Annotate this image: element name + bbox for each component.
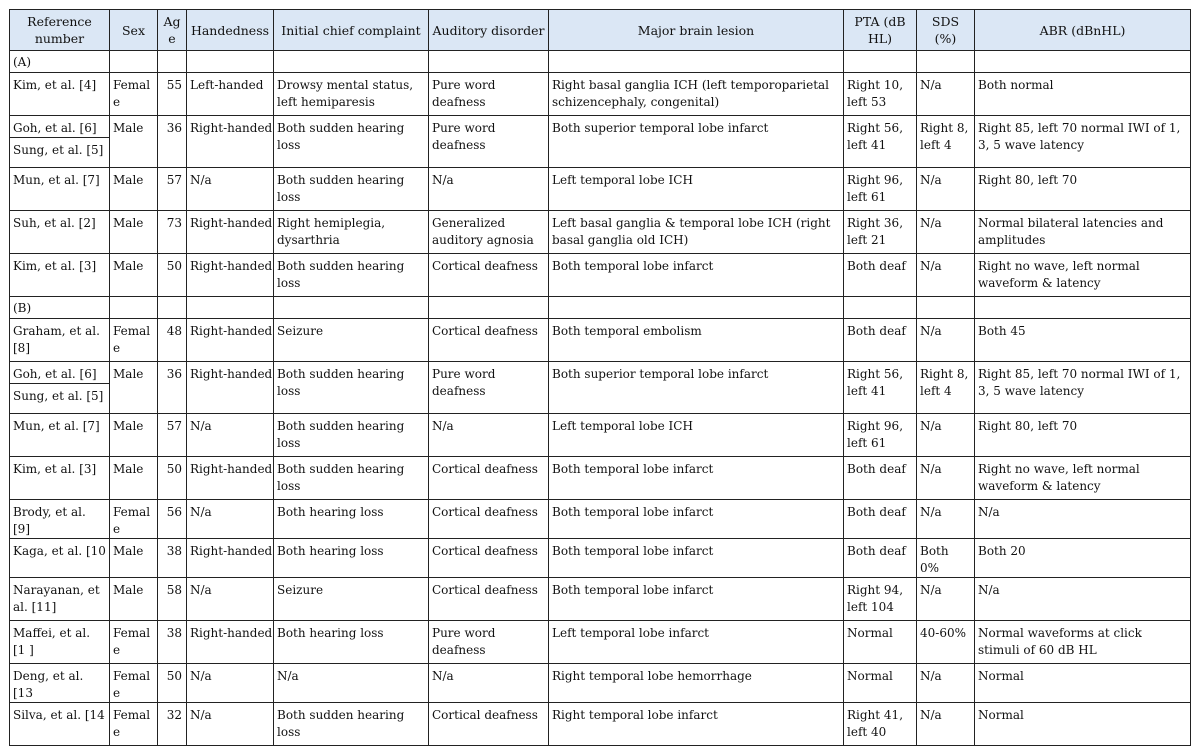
auditory-disorder-cell: Cortical deafness [429, 500, 549, 539]
section-empty-cell [549, 51, 844, 73]
complaint-cell: Both hearing loss [274, 539, 429, 578]
handedness-cell: Right-handed [187, 254, 274, 297]
sds-cell: N/a [917, 457, 975, 500]
pta-cell: Right 96, left 61 [844, 414, 917, 457]
section-empty-cell [158, 51, 187, 73]
auditory-disorder-cell: Generalized auditory agnosia [429, 211, 549, 254]
handedness-cell: Right-handed [187, 539, 274, 578]
table-row [10, 500, 1191, 539]
sex-cell: Female [110, 73, 158, 116]
complaint-cell: Both sudden hearing loss [274, 254, 429, 297]
abr-cell: Right 80, left 70 [975, 414, 1191, 457]
reference-cell: Kim, et al. [4] [10, 73, 110, 116]
pta-cell: Both deaf [844, 457, 917, 500]
age-cell: 56 [158, 500, 187, 539]
sex-cell: Male [110, 168, 158, 211]
table-row [10, 254, 1191, 297]
age-cell: 50 [158, 457, 187, 500]
abr-cell: Both normal [975, 73, 1191, 116]
sds-cell: N/a [917, 319, 975, 362]
handedness-cell: N/a [187, 500, 274, 539]
table-body [10, 51, 1191, 746]
abr-cell: Normal waveforms at click stimuli of 60 dB HL [975, 621, 1191, 664]
lesion-cell: Both temporal lobe infarct [549, 539, 844, 578]
handedness-cell: Right-handed [187, 211, 274, 254]
header-age: Age [158, 10, 187, 51]
sex-cell: Male [110, 254, 158, 297]
case-comparison-table [9, 9, 1191, 746]
auditory-disorder-cell: Pure word deafness [429, 116, 549, 168]
section-empty-cell [274, 51, 429, 73]
sds-cell: N/a [917, 73, 975, 116]
table-row [10, 621, 1191, 664]
header-initial-chief-complaint: Initial chief complaint [274, 10, 429, 51]
abr-cell: Normal [975, 664, 1191, 703]
complaint-cell: Seizure [274, 578, 429, 621]
header-handedness: Handedness [187, 10, 274, 51]
header-reference-number: Reference number [10, 10, 110, 51]
section-empty-cell [187, 297, 274, 319]
age-cell: 36 [158, 362, 187, 414]
complaint-cell: Both hearing loss [274, 500, 429, 539]
section-row [10, 51, 1191, 73]
header-auditory-disorder: Auditory disorder [429, 10, 549, 51]
section-empty-cell [429, 297, 549, 319]
sds-cell: Right 8, left 4 [917, 362, 975, 414]
section-empty-cell [917, 297, 975, 319]
sex-cell: Female [110, 703, 158, 746]
age-cell: 38 [158, 621, 187, 664]
lesion-cell: Both temporal embolism [549, 319, 844, 362]
sds-cell: N/a [917, 168, 975, 211]
abr-cell: N/a [975, 578, 1191, 621]
lesion-cell: Right temporal lobe infarct [549, 703, 844, 746]
abr-cell: Normal bilateral latencies and amplitudes [975, 211, 1191, 254]
handedness-cell: N/a [187, 414, 274, 457]
section-empty-cell [110, 297, 158, 319]
handedness-cell: Left-handed [187, 73, 274, 116]
reference-cell: Maffei, et al. [1 ] [10, 621, 110, 664]
lesion-cell: Left basal ganglia & temporal lobe ICH (right basal ganglia old ICH) [549, 211, 844, 254]
complaint-cell: Both sudden hearing loss [274, 703, 429, 746]
sex-cell: Male [110, 414, 158, 457]
table-row [10, 168, 1191, 211]
pta-cell: Both deaf [844, 319, 917, 362]
handedness-cell: Right-handed [187, 362, 274, 414]
pta-cell: Normal [844, 664, 917, 703]
auditory-disorder-cell: N/a [429, 664, 549, 703]
lesion-cell: Left temporal lobe ICH [549, 168, 844, 211]
abr-cell: Both 20 [975, 539, 1191, 578]
lesion-cell: Both temporal lobe infarct [549, 578, 844, 621]
section-label: (A) [10, 51, 110, 73]
sex-cell: Male [110, 457, 158, 500]
handedness-cell: Right-handed [187, 457, 274, 500]
table-row [10, 319, 1191, 362]
sds-cell: Right 8, left 4 [917, 116, 975, 168]
age-cell: 50 [158, 254, 187, 297]
header-row [10, 10, 1191, 51]
section-empty-cell [975, 297, 1191, 319]
sds-cell: N/a [917, 578, 975, 621]
age-cell: 38 [158, 539, 187, 578]
age-cell: 50 [158, 664, 187, 703]
sds-cell: N/a [917, 500, 975, 539]
age-cell: 57 [158, 414, 187, 457]
complaint-cell: Both sudden hearing loss [274, 168, 429, 211]
sds-cell: N/a [917, 211, 975, 254]
reference-cell: Mun, et al. [7] [10, 168, 110, 211]
auditory-disorder-cell: Cortical deafness [429, 539, 549, 578]
section-row [10, 297, 1191, 319]
pta-cell: Both deaf [844, 539, 917, 578]
sex-cell: Male [110, 211, 158, 254]
sex-cell: Male [110, 539, 158, 578]
abr-cell: Right 85, left 70 normal IWI of 1, 3, 5 wave latency [975, 116, 1191, 168]
table-row [10, 116, 1191, 138]
lesion-cell: Both temporal lobe infarct [549, 457, 844, 500]
auditory-disorder-cell: N/a [429, 414, 549, 457]
header-sex: Sex [110, 10, 158, 51]
lesion-cell: Right basal ganglia ICH (left temporoparietal schizencephaly, congenital) [549, 73, 844, 116]
complaint-cell: Both sudden hearing loss [274, 414, 429, 457]
section-empty-cell [844, 51, 917, 73]
reference-cell: Narayanan, et al. [11] [10, 578, 110, 621]
section-empty-cell [975, 51, 1191, 73]
sex-cell: Female [110, 319, 158, 362]
auditory-disorder-cell: Cortical deafness [429, 319, 549, 362]
auditory-disorder-cell: Cortical deafness [429, 254, 549, 297]
reference-cell: Kim, et al. [3] [10, 457, 110, 500]
lesion-cell: Right temporal lobe hemorrhage [549, 664, 844, 703]
abr-cell: Right no wave, left normal waveform & latency [975, 457, 1191, 500]
pta-cell: Normal [844, 621, 917, 664]
abr-cell: Normal [975, 703, 1191, 746]
sex-cell: Male [110, 116, 158, 168]
handedness-cell: Right-handed [187, 319, 274, 362]
sds-cell: N/a [917, 254, 975, 297]
section-empty-cell [917, 51, 975, 73]
section-label: (B) [10, 297, 110, 319]
complaint-cell: Seizure [274, 319, 429, 362]
sds-cell: N/a [917, 703, 975, 746]
auditory-disorder-cell: Cortical deafness [429, 457, 549, 500]
complaint-cell: Right hemiplegia, dysarthria [274, 211, 429, 254]
pta-cell: Right 56, left 41 [844, 116, 917, 168]
age-cell: 32 [158, 703, 187, 746]
abr-cell: Both 45 [975, 319, 1191, 362]
section-empty-cell [844, 297, 917, 319]
abr-cell: N/a [975, 500, 1191, 539]
handedness-cell: N/a [187, 664, 274, 703]
sex-cell: Male [110, 578, 158, 621]
auditory-disorder-cell: Cortical deafness [429, 578, 549, 621]
handedness-cell: N/a [187, 578, 274, 621]
age-cell: 73 [158, 211, 187, 254]
sds-cell: N/a [917, 664, 975, 703]
complaint-cell: Both hearing loss [274, 621, 429, 664]
handedness-cell: Right-handed [187, 116, 274, 168]
complaint-cell: Both sudden hearing loss [274, 362, 429, 414]
table-row [10, 362, 1191, 384]
pta-cell: Right 41, left 40 [844, 703, 917, 746]
table-row [10, 211, 1191, 254]
sds-cell: N/a [917, 414, 975, 457]
lesion-cell: Left temporal lobe infarct [549, 621, 844, 664]
table-row [10, 539, 1191, 578]
reference-cell: Kim, et al. [3] [10, 254, 110, 297]
section-empty-cell [187, 51, 274, 73]
header-major-brain-lesion: Major brain lesion [549, 10, 844, 51]
sex-cell: Female [110, 500, 158, 539]
table-row [10, 664, 1191, 703]
reference-cell: Goh, et al. [6] [10, 362, 110, 384]
pta-cell: Both deaf [844, 500, 917, 539]
age-cell: 48 [158, 319, 187, 362]
handedness-cell: N/a [187, 168, 274, 211]
auditory-disorder-cell: Pure word deafness [429, 362, 549, 414]
reference-cell: Goh, et al. [6] [10, 116, 110, 138]
abr-cell: Right 85, left 70 normal IWI of 1, 3, 5 wave latency [975, 362, 1191, 414]
reference-cell: Kaga, et al. [10 [10, 539, 110, 578]
reference-cell: Mun, et al. [7] [10, 414, 110, 457]
sds-cell: 40-60% [917, 621, 975, 664]
reference-cell: Brody, et al. [9] [10, 500, 110, 539]
table-row [10, 414, 1191, 457]
auditory-disorder-cell: Pure word deafness [429, 73, 549, 116]
age-cell: 57 [158, 168, 187, 211]
section-empty-cell [549, 297, 844, 319]
age-cell: 36 [158, 116, 187, 168]
reference-cell: Suh, et al. [2] [10, 211, 110, 254]
header-pta: PTA (dB HL) [844, 10, 917, 51]
age-cell: 58 [158, 578, 187, 621]
lesion-cell: Both superior temporal lobe infarct [549, 116, 844, 168]
reference-cell: Sung, et al. [5] [10, 384, 110, 414]
table-row [10, 73, 1191, 116]
reference-cell: Silva, et al. [14 [10, 703, 110, 746]
section-empty-cell [274, 297, 429, 319]
auditory-disorder-cell: Cortical deafness [429, 703, 549, 746]
section-empty-cell [158, 297, 187, 319]
pta-cell: Right 56, left 41 [844, 362, 917, 414]
reference-cell: Graham, et al. [8] [10, 319, 110, 362]
table-row [10, 457, 1191, 500]
complaint-cell: Both sudden hearing loss [274, 116, 429, 168]
lesion-cell: Both temporal lobe infarct [549, 500, 844, 539]
lesion-cell: Both superior temporal lobe infarct [549, 362, 844, 414]
pta-cell: Right 36, left 21 [844, 211, 917, 254]
reference-cell: Sung, et al. [5] [10, 138, 110, 168]
table-container [9, 9, 1191, 746]
pta-cell: Right 10, left 53 [844, 73, 917, 116]
complaint-cell: Drowsy mental status, left hemiparesis [274, 73, 429, 116]
table-row [10, 578, 1191, 621]
auditory-disorder-cell: N/a [429, 168, 549, 211]
complaint-cell: N/a [274, 664, 429, 703]
sds-cell: Both 0% [917, 539, 975, 578]
age-cell: 55 [158, 73, 187, 116]
pta-cell: Both deaf [844, 254, 917, 297]
sex-cell: Male [110, 362, 158, 414]
header-sds: SDS (%) [917, 10, 975, 51]
lesion-cell: Both temporal lobe infarct [549, 254, 844, 297]
abr-cell: Right no wave, left normal waveform & latency [975, 254, 1191, 297]
sex-cell: Female [110, 664, 158, 703]
complaint-cell: Both sudden hearing loss [274, 457, 429, 500]
sex-cell: Female [110, 621, 158, 664]
section-empty-cell [429, 51, 549, 73]
reference-cell: Deng, et al. [13 [10, 664, 110, 703]
pta-cell: Right 94, left 104 [844, 578, 917, 621]
abr-cell: Right 80, left 70 [975, 168, 1191, 211]
auditory-disorder-cell: Pure word deafness [429, 621, 549, 664]
section-empty-cell [110, 51, 158, 73]
handedness-cell: N/a [187, 703, 274, 746]
header-abr: ABR (dBnHL) [975, 10, 1191, 51]
lesion-cell: Left temporal lobe ICH [549, 414, 844, 457]
handedness-cell: Right-handed [187, 621, 274, 664]
pta-cell: Right 96, left 61 [844, 168, 917, 211]
